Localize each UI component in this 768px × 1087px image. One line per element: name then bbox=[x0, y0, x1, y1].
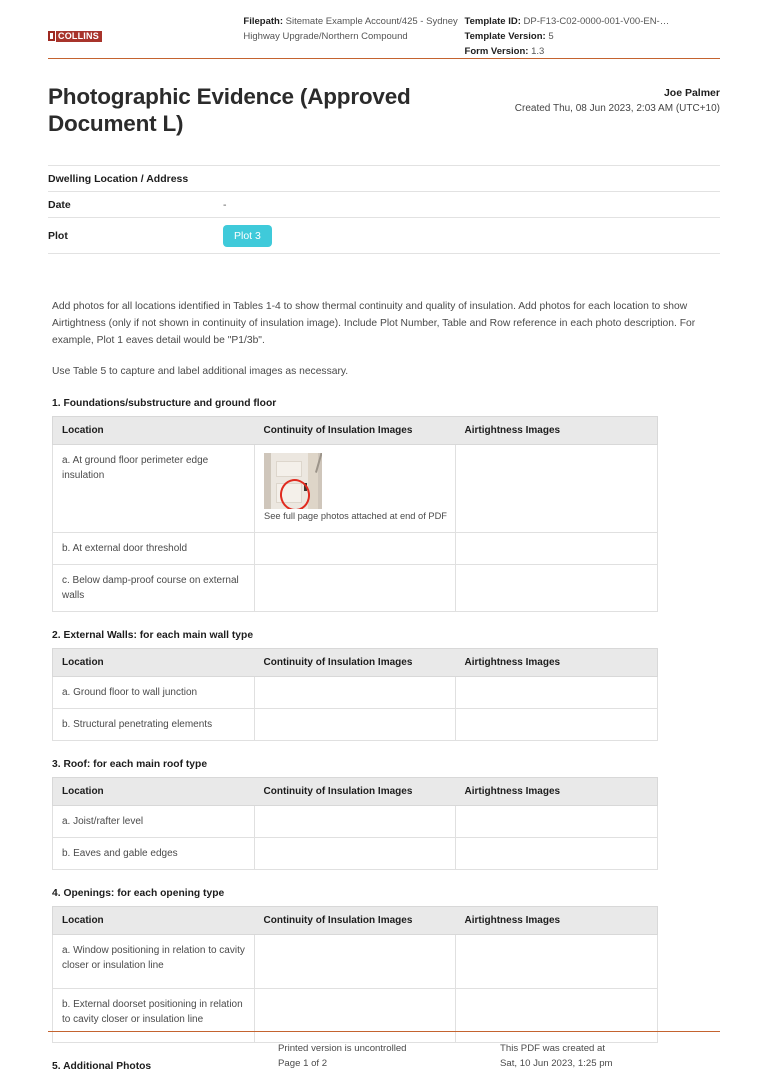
cell-airtightness[interactable] bbox=[456, 935, 658, 989]
template-id-label: Template ID: bbox=[464, 16, 521, 27]
section-3-table bbox=[52, 777, 658, 870]
template-version-value: 5 bbox=[548, 31, 554, 42]
plot-badge: Plot 3 bbox=[223, 225, 272, 247]
section-1-title: 1. Foundations/substructure and ground floor bbox=[52, 398, 277, 409]
cell-location: a. At ground floor perimeter edge insulation bbox=[53, 445, 255, 533]
dwelling-heading-row bbox=[48, 166, 720, 192]
column-header-airtightness: Airtightness Images bbox=[456, 649, 658, 677]
created-date: Sat, 10 Jun 2023, 1:25 pm bbox=[500, 1058, 613, 1069]
column-header-continuity: Continuity of Insulation Images bbox=[255, 907, 456, 935]
date-row bbox=[48, 192, 720, 218]
author-name: Joe Palmer bbox=[663, 87, 720, 99]
footer-print-info bbox=[278, 1041, 500, 1071]
template-meta bbox=[465, 14, 720, 59]
section-2-title: 2. External Walls: for each main wall type bbox=[52, 630, 254, 641]
footer-columns bbox=[0, 1032, 768, 1087]
created-notice: This PDF was created at bbox=[500, 1043, 606, 1054]
column-header-continuity: Continuity of Insulation Images bbox=[255, 417, 456, 445]
cell-location: c. Below damp-proof course on external walls bbox=[53, 565, 255, 612]
dwelling-section-heading: Dwelling Location / Address bbox=[48, 172, 189, 185]
filepath-meta bbox=[243, 14, 464, 44]
logo-wordmark: COLLINS bbox=[56, 31, 102, 42]
template-id-value: DP-F13-C02-0000-001-V00-EN-… bbox=[523, 16, 670, 27]
cell-location: a. Window positioning in relation to cavity closer or insulation line bbox=[53, 935, 255, 989]
section-4-table bbox=[52, 906, 658, 1043]
form-version-value: 1.3 bbox=[531, 46, 545, 57]
table-row bbox=[53, 533, 658, 565]
column-header-location: Location bbox=[53, 417, 255, 445]
title-row bbox=[0, 59, 768, 137]
table-row bbox=[53, 806, 658, 838]
section-2-table bbox=[52, 648, 658, 741]
column-header-airtightness: Airtightness Images bbox=[456, 417, 658, 445]
brand-logo bbox=[48, 14, 243, 46]
section-1 bbox=[0, 398, 768, 612]
cell-airtightness[interactable] bbox=[456, 677, 658, 709]
instructions-block bbox=[0, 254, 768, 380]
plot-value bbox=[223, 225, 272, 247]
cell-airtightness[interactable] bbox=[456, 533, 658, 565]
cell-airtightness[interactable] bbox=[456, 565, 658, 612]
door-jamb bbox=[308, 453, 318, 509]
table-row bbox=[53, 709, 658, 741]
cell-location: b. Structural penetrating elements bbox=[53, 709, 255, 741]
cell-continuity[interactable] bbox=[255, 935, 456, 989]
cell-location: b. At external door threshold bbox=[53, 533, 255, 565]
cell-location: b. External doorset positioning in relation to cavity closer or insulation line bbox=[53, 989, 255, 1043]
column-header-continuity: Continuity of Insulation Images bbox=[255, 649, 456, 677]
column-header-location: Location bbox=[53, 778, 255, 806]
filepath-value: Sitemate Example Account/425 - Sydney Highway Upgrade/Northern Compound bbox=[243, 16, 458, 42]
created-timestamp: Created Thu, 08 Jun 2023, 2:03 AM (UTC+10) bbox=[514, 103, 720, 114]
date-label: Date bbox=[48, 198, 71, 211]
printed-notice: Printed version is uncontrolled bbox=[278, 1043, 407, 1054]
cell-continuity[interactable] bbox=[255, 445, 456, 533]
author-block bbox=[515, 83, 720, 116]
cell-airtightness[interactable] bbox=[456, 838, 658, 870]
cell-airtightness[interactable] bbox=[456, 806, 658, 838]
filepath-label: Filepath: bbox=[243, 16, 283, 27]
table-row bbox=[53, 838, 658, 870]
footer-spacer bbox=[48, 1041, 278, 1071]
cell-continuity[interactable] bbox=[255, 533, 456, 565]
instructions-paragraph-1: Add photos for all locations identified in Tables 1-4 to show thermal continuity and quality of insulation. Add photos for each location to show Airtightness (only if not shown in continuity of insulation image). Include Plot Number, Table and Row reference in each photo description. For example, Plot 1 eaves detail would be "P1/3b". bbox=[52, 301, 696, 346]
date-value: - bbox=[223, 198, 227, 211]
section-1-table bbox=[52, 416, 658, 612]
instructions-paragraph-2: Use Table 5 to capture and label additional images as necessary. bbox=[52, 366, 349, 377]
cell-continuity[interactable] bbox=[255, 709, 456, 741]
form-version-line bbox=[465, 44, 720, 59]
table-header-row bbox=[53, 649, 658, 677]
section-4 bbox=[0, 888, 768, 1043]
cell-continuity[interactable] bbox=[255, 806, 456, 838]
column-header-continuity: Continuity of Insulation Images bbox=[255, 778, 456, 806]
cell-continuity[interactable] bbox=[255, 565, 456, 612]
cell-location: a. Joist/rafter level bbox=[53, 806, 255, 838]
document-footer bbox=[0, 1031, 768, 1087]
plot-row bbox=[48, 218, 720, 254]
logo-mark-icon bbox=[48, 31, 55, 41]
table-header-row bbox=[53, 907, 658, 935]
column-header-location: Location bbox=[53, 907, 255, 935]
template-version-label: Template Version: bbox=[464, 31, 546, 42]
door-panel-top bbox=[276, 461, 302, 477]
template-id-line bbox=[465, 14, 720, 29]
section-3 bbox=[0, 759, 768, 870]
table-header-row bbox=[53, 778, 658, 806]
document-header bbox=[0, 0, 768, 57]
plot-label: Plot bbox=[48, 229, 68, 242]
cell-airtightness[interactable] bbox=[456, 445, 658, 533]
table-row bbox=[53, 677, 658, 709]
section-2 bbox=[0, 630, 768, 741]
cell-continuity[interactable] bbox=[255, 677, 456, 709]
photo-caption: See full page photos attached at end of PDF bbox=[264, 511, 447, 521]
table-row bbox=[53, 565, 658, 612]
page-title: Photographic Evidence (Approved Document L) bbox=[48, 84, 411, 136]
column-header-airtightness: Airtightness Images bbox=[456, 778, 658, 806]
template-version-line bbox=[465, 29, 720, 44]
page-number: Page 1 of 2 bbox=[278, 1058, 328, 1069]
cell-location: b. Eaves and gable edges bbox=[53, 838, 255, 870]
column-header-airtightness: Airtightness Images bbox=[456, 907, 658, 935]
table-header-row bbox=[53, 417, 658, 445]
footer-created-info bbox=[500, 1041, 613, 1071]
section-4-title: 4. Openings: for each opening type bbox=[52, 888, 225, 899]
photo-thumbnail[interactable] bbox=[264, 453, 322, 509]
cell-continuity[interactable] bbox=[255, 838, 456, 870]
column-header-location: Location bbox=[53, 649, 255, 677]
dwelling-info-table bbox=[48, 165, 720, 254]
form-version-label: Form Version: bbox=[464, 46, 529, 57]
section-3-title: 3. Roof: for each main roof type bbox=[52, 759, 208, 770]
cell-location: a. Ground floor to wall junction bbox=[53, 677, 255, 709]
table-row bbox=[53, 935, 658, 989]
table-row bbox=[53, 445, 658, 533]
collins-logo bbox=[48, 31, 102, 42]
cell-airtightness[interactable] bbox=[456, 709, 658, 741]
section-5-title: 5. Additional Photos bbox=[52, 1061, 152, 1072]
